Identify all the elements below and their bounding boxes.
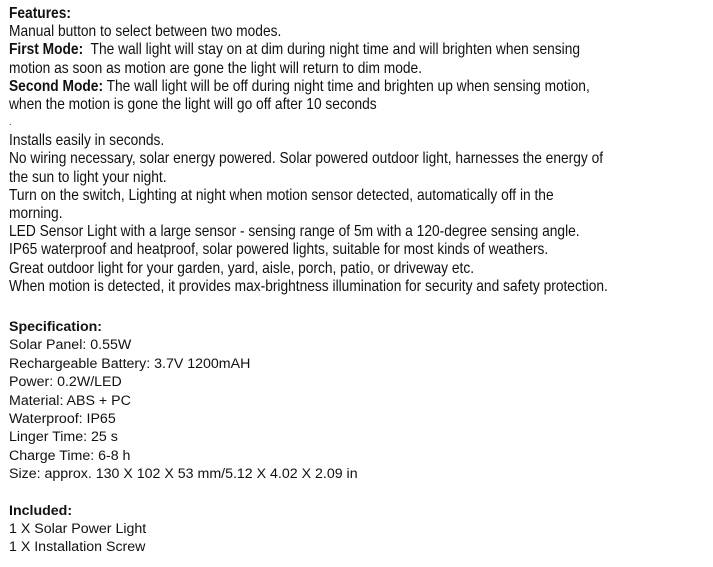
feature-line: Installs easily in seconds. xyxy=(9,132,165,150)
feature-line: Turn on the switch, Lighting at night when motion sensor detected, automatically off in the xyxy=(9,186,554,204)
separator-dot: . xyxy=(9,117,12,129)
features-heading: Features: xyxy=(9,5,71,22)
spec-item: Waterproof: IP65 xyxy=(9,411,116,428)
first-mode-label: First Mode: xyxy=(9,41,84,59)
feature-line: LED Sensor Light with a large sensor - sensing range of 5m with a 120-degree sensing angle. xyxy=(9,223,580,241)
product-description xyxy=(9,5,709,556)
feature-line: No wiring necessary, solar energy powered. Solar powered outdoor light, harnesses the energy of xyxy=(9,150,604,168)
features-intro: Manual button to select between two modes. xyxy=(9,23,282,41)
spec-item: Material: ABS + PC xyxy=(9,392,131,409)
spec-item: Solar Panel: 0.55W xyxy=(9,337,132,354)
first-mode-text: The wall light will stay on at dim during night time and will brighten when sensing xyxy=(83,41,581,59)
spec-item: Charge Time: 6-8 h xyxy=(9,447,131,464)
feature-line: Great outdoor light for your garden, yard, aisle, porch, patio, or driveway etc. xyxy=(9,259,475,277)
second-mode-line-2: when the motion is gone the light will go off after 10 seconds xyxy=(9,96,377,114)
second-mode-line-1 xyxy=(9,78,711,96)
spacer xyxy=(9,484,358,502)
feature-line: morning. xyxy=(9,205,63,223)
feature-line: When motion is detected, it provides max-brightness illumination for security and safety protection. xyxy=(9,277,608,295)
included-heading: Included: xyxy=(9,502,73,519)
specification-section xyxy=(9,318,358,557)
second-mode-text: The wall light will be off during night time and brighten up when sensing motion, xyxy=(103,77,590,95)
included-item: 1 X Solar Power Light xyxy=(9,521,147,538)
feature-line: IP65 waterproof and heatproof, solar powered lights, suitable for most kinds of weathers. xyxy=(9,241,549,259)
first-mode-line-1 xyxy=(9,41,711,59)
spec-item: Linger Time: 25 s xyxy=(9,429,118,446)
first-mode-line-2: motion as soon as motion are gone the light will return to dim mode. xyxy=(9,59,423,77)
second-mode-label: Second Mode: xyxy=(9,77,104,95)
feature-line: the sun to light your night. xyxy=(9,168,167,186)
included-item: 1 X Installation Screw xyxy=(9,539,146,556)
spec-item: Power: 0.2W/LED xyxy=(9,374,122,391)
specification-heading: Specification: xyxy=(9,319,103,335)
features-section xyxy=(9,5,711,296)
spec-item: Rechargeable Battery: 3.7V 1200mAH xyxy=(9,355,251,372)
spec-item: Size: approx. 130 X 102 X 53 mm/5.12 X 4.02 X 2.09 in xyxy=(9,466,358,483)
